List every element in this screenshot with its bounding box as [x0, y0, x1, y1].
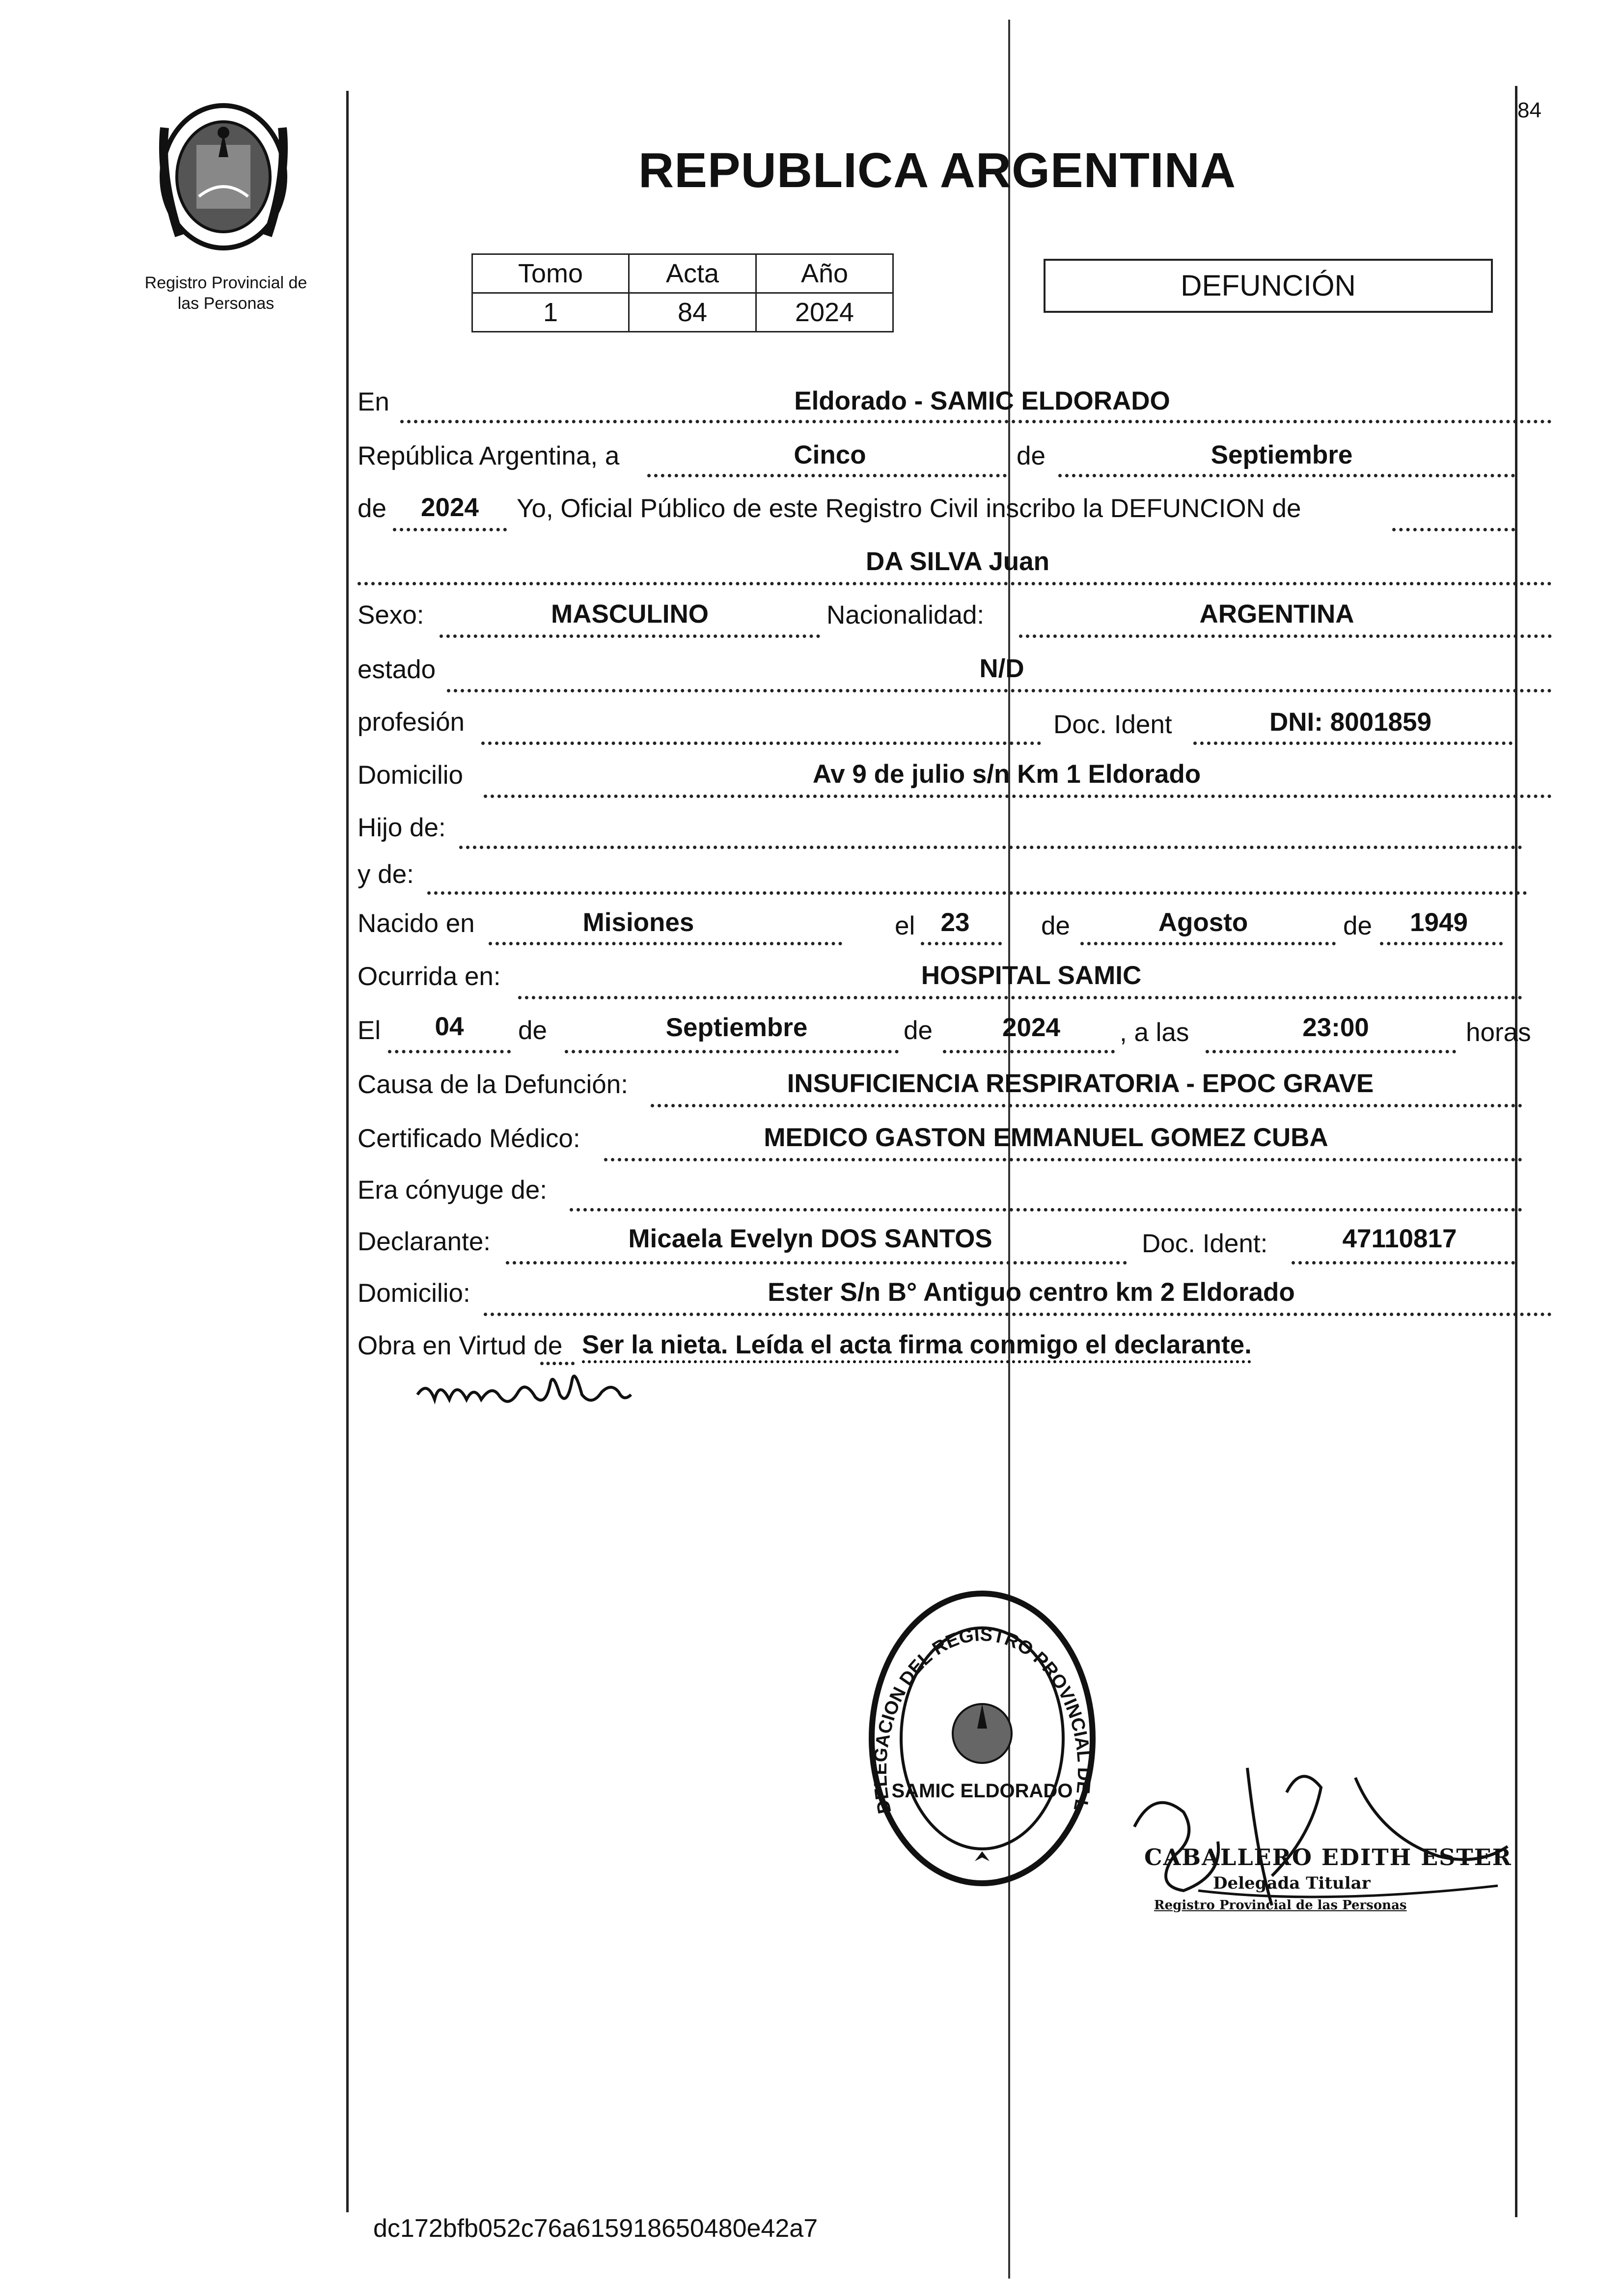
decl-domicilio-value: Ester S/n B° Antiguo centro km 2 Eldorado — [768, 1278, 1295, 1307]
estado-dotted-line — [447, 689, 1552, 692]
record-table — [471, 253, 894, 332]
hora-dotted-line — [1206, 1050, 1456, 1053]
registry-line-2: las Personas — [177, 294, 275, 313]
dia-dotted-line — [647, 474, 1007, 477]
record-value-anio: 2024 — [756, 293, 893, 332]
nacionalidad-dotted-line — [1019, 634, 1552, 638]
de-label-5: de — [518, 1016, 547, 1045]
official-signature-block — [1125, 1758, 1527, 1945]
ocurrida-value: HOSPITAL SAMIC — [921, 961, 1142, 990]
a-las-label: , a las — [1120, 1018, 1189, 1047]
certificado-dotted-line — [604, 1158, 1522, 1161]
y-de-dotted-line — [427, 891, 1527, 895]
hijo-dotted-line — [459, 846, 1522, 849]
registry-line-1: Registro Provincial de — [144, 274, 307, 292]
record-header-anio: Año — [756, 254, 893, 293]
nombre-dotted-line — [358, 582, 1552, 585]
hijo-label: Hijo de: — [358, 813, 446, 842]
provincia-misiones-logo — [150, 98, 297, 255]
sexo-label: Sexo: — [358, 601, 424, 630]
doc-ident-label: Doc. Ident — [1053, 710, 1172, 739]
doc-ident-dotted-line — [1193, 742, 1513, 745]
de-label-1: de — [1017, 441, 1046, 470]
declarante-value: Micaela Evelyn DOS SANTOS — [628, 1224, 992, 1253]
profesion-label: profesión — [358, 708, 465, 737]
official-role: Delegada Titular — [1213, 1873, 1371, 1893]
document-title: REPUBLICA ARGENTINA — [638, 143, 1237, 198]
profesion-dotted-line — [481, 742, 1041, 745]
anio-dotted-line — [393, 528, 507, 531]
de-label-6: de — [904, 1016, 933, 1045]
horas-label: horas — [1466, 1018, 1531, 1047]
en-value: Eldorado - SAMIC ELDORADO — [794, 386, 1170, 415]
declarante-signature — [413, 1365, 658, 1424]
certificado-value: MEDICO GASTON EMMANUEL GOMEZ CUBA — [764, 1123, 1328, 1152]
anio-value: 2024 — [421, 493, 479, 522]
decl-domicilio-label: Domicilio: — [358, 1279, 470, 1308]
certificado-label: Certificado Médico: — [358, 1124, 580, 1153]
republica-label: República Argentina, a — [358, 441, 620, 470]
mes-dotted-line — [1058, 474, 1515, 477]
nombre-value: DA SILVA Juan — [866, 547, 1049, 576]
nac-anio-value: 1949 — [1410, 908, 1468, 937]
record-header-acta: Acta — [629, 254, 756, 293]
seal-inner-text: SAMIC ELDORADO — [891, 1780, 1073, 1802]
def-dia-value: 04 — [435, 1012, 464, 1041]
causa-label: Causa de la Defunción: — [358, 1070, 628, 1099]
oficial-text: Yo, Oficial Público de este Registro Civil inscribo la DEFUNCION de — [517, 494, 1301, 523]
official-name: CABALLERO EDITH ESTER — [1144, 1844, 1512, 1870]
declarante-label: Declarante: — [358, 1227, 491, 1256]
hora-value: 23:00 — [1302, 1013, 1369, 1042]
registry-caption — [123, 273, 329, 314]
conyuge-label: Era cónyuge de: — [358, 1176, 547, 1205]
left-margin-rule — [346, 91, 349, 2212]
record-value-acta: 84 — [629, 293, 756, 332]
domicilio-dotted-line — [484, 795, 1552, 798]
def-mes-value: Septiembre — [665, 1013, 808, 1042]
dia-value: Cinco — [794, 440, 866, 469]
de-label-2: de — [358, 494, 386, 523]
document-hash: dc172bfb052c76a615918650480e42a7 — [373, 2214, 818, 2243]
sexo-dotted-line — [440, 634, 820, 638]
record-header-tomo: Tomo — [472, 254, 629, 293]
nacido-dotted-line — [489, 942, 842, 945]
official-seal — [864, 1586, 1100, 1891]
en-label: En — [358, 387, 389, 416]
nac-dia-dotted-line — [921, 942, 1002, 945]
seal-ring-text: DELEGACION DEL REGISTRO PROVINCIAL DE L — [870, 1624, 1095, 1815]
def-anio-value: 2024 — [1002, 1013, 1060, 1042]
estado-value: N/D — [979, 654, 1024, 683]
nac-mes-dotted-line — [1080, 942, 1336, 945]
de-label-3: de — [1041, 911, 1070, 940]
causa-value: INSUFICIENCIA RESPIRATORIA - EPOC GRAVE — [787, 1069, 1374, 1098]
nacido-value: Misiones — [582, 908, 694, 937]
def-dia-dotted-line — [388, 1050, 511, 1053]
obra-value: Ser la nieta. Leída el acta firma conmigo el declarante. — [582, 1330, 1252, 1359]
obra-label: Obra en Virtud de — [358, 1331, 563, 1360]
decl-doc-label: Doc. Ident: — [1142, 1229, 1268, 1258]
ocurrida-label: Ocurrida en: — [358, 962, 501, 991]
conyuge-dotted-line — [570, 1208, 1522, 1211]
decl-doc-value: 47110817 — [1342, 1224, 1457, 1253]
act-type-box: DEFUNCIÓN — [1044, 259, 1493, 313]
def-mes-dotted-line — [565, 1050, 899, 1053]
nac-dia-value: 23 — [940, 908, 970, 937]
nac-anio-dotted-line — [1380, 942, 1503, 945]
def-anio-dotted-line — [943, 1050, 1115, 1053]
el-label: el — [895, 911, 915, 940]
en-dotted-line — [400, 420, 1552, 423]
y-de-label: y de: — [358, 860, 414, 889]
declarante-dotted-line — [506, 1261, 1127, 1265]
el2-label: El — [358, 1016, 381, 1045]
domicilio-value: Av 9 de julio s/n Km 1 Eldorado — [812, 760, 1201, 789]
page-number: 84 — [1517, 98, 1541, 122]
nacionalidad-label: Nacionalidad: — [826, 601, 985, 630]
oficial-dotted-line — [1392, 528, 1515, 531]
sexo-value: MASCULINO — [551, 600, 709, 629]
decl-doc-dotted-line — [1292, 1261, 1515, 1265]
estado-label: estado — [358, 655, 436, 684]
ocurrida-dotted-line — [518, 996, 1522, 999]
record-value-tomo: 1 — [472, 293, 629, 332]
causa-dotted-line — [651, 1104, 1522, 1107]
record-table-header — [472, 254, 893, 293]
nacido-label: Nacido en — [358, 909, 475, 938]
record-table-values — [472, 293, 893, 332]
decl-domicilio-dotted-line — [484, 1313, 1552, 1316]
nac-mes-value: Agosto — [1158, 908, 1248, 937]
official-office: Registro Provincial de las Personas — [1154, 1898, 1407, 1913]
domicilio-label: Domicilio — [358, 761, 463, 790]
obra-dotted-line-left — [540, 1362, 575, 1365]
de-label-4: de — [1343, 911, 1372, 940]
mes-value: Septiembre — [1211, 440, 1353, 469]
doc-ident-value: DNI: 8001859 — [1269, 708, 1431, 737]
nacionalidad-value: ARGENTINA — [1199, 600, 1354, 629]
